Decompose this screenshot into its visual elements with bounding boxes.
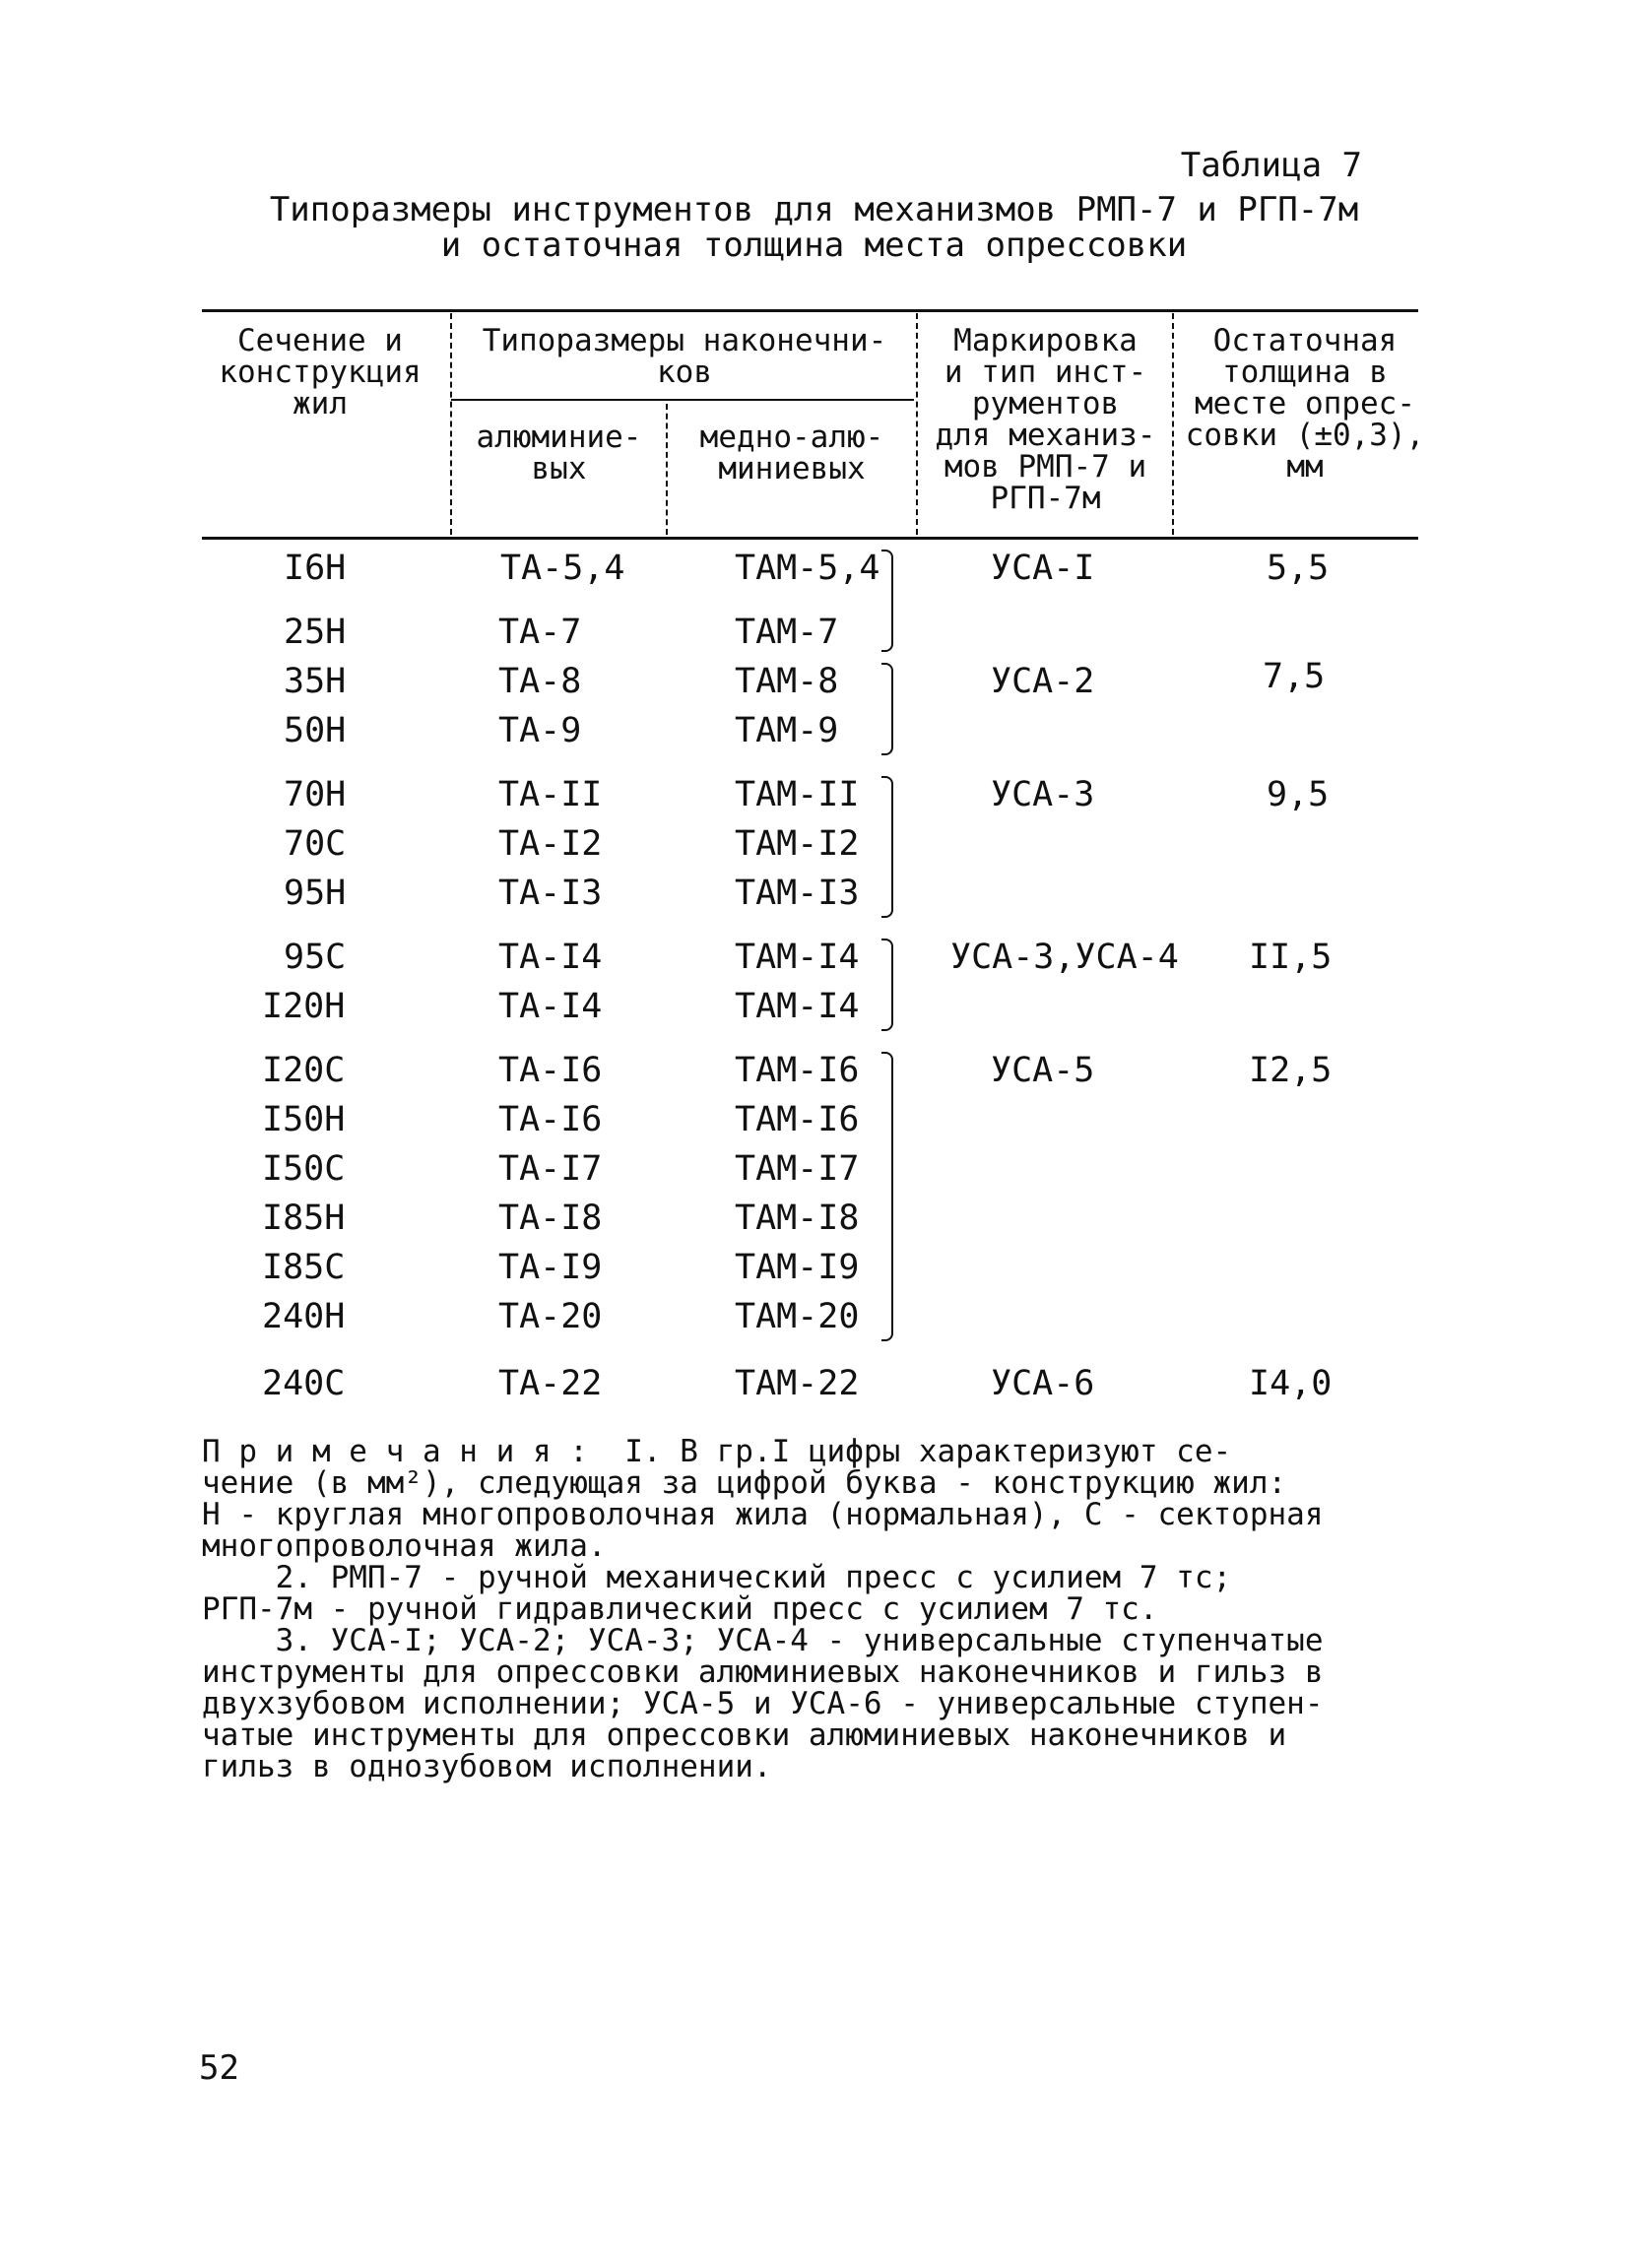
table-title-line-2: и остаточная толщина места опрессовки [440,226,1188,265]
group-5-thickness: I2,5 [1249,1051,1333,1090]
row-6-copper-aluminium: ТАМ-I2 [735,824,860,864]
column-divider-2 [666,404,668,535]
row-5-aluminium: ТА-II [498,775,603,814]
group-5-tool: УСА-5 [991,1051,1095,1090]
row-13-aluminium: ТА-I8 [498,1199,603,1238]
row-14-aluminium: ТА-I9 [498,1248,603,1287]
notes-line-2: чение (в мм²), следующая за цифрой буква - конструкцию жил: [202,1465,1287,1501]
group-brace-1 [881,550,893,652]
row-16-aluminium: ТА-22 [498,1364,603,1403]
notes-line-11: гильз в однозубовом исполнении. [202,1749,772,1784]
row-8-aluminium: ТА-I4 [498,938,603,977]
row-4-aluminium: ТА-9 [498,711,582,750]
row-6-aluminium: ТА-I2 [498,824,603,864]
group-brace-3 [881,776,893,918]
row-10-copper-aluminium: ТАМ-I6 [735,1051,860,1090]
row-15-aluminium: ТА-20 [498,1297,603,1336]
row-10-section: I20С [262,1051,346,1090]
row-7-copper-aluminium: ТАМ-I3 [735,874,860,913]
row-15-section: 240Н [262,1297,346,1336]
row-13-copper-aluminium: ТАМ-I8 [735,1199,860,1238]
header-bottom-rule [202,537,1418,540]
table-top-rule [202,309,1418,312]
row-2-copper-aluminium: ТАМ-7 [735,613,839,652]
header-tool-marking: Маркировка и тип инст- рументов для механиз- мов РМП-7 и РГП-7м [935,323,1156,516]
group-brace-4 [881,939,893,1031]
row-3-aluminium: ТА-8 [498,662,582,701]
header-aluminium: алюминие- вых [476,420,642,486]
group-1-tool: УСА-I [991,549,1095,588]
row-5-section: 70Н [284,775,347,814]
row-15-copper-aluminium: ТАМ-20 [735,1297,860,1336]
group-brace-5 [881,1052,893,1341]
row-2-section: 25Н [284,613,347,652]
notes-line-10: чатые инструменты для опрессовки алюминиевых наконечников и [202,1717,1287,1753]
row-14-section: I85С [262,1248,346,1287]
group-brace-2 [881,663,893,755]
row-1-copper-aluminium: ТАМ-5,4 [735,549,880,588]
column-divider-1 [450,313,452,535]
table-label: Таблица 7 [1180,146,1362,185]
row-3-copper-aluminium: ТАМ-8 [735,662,839,701]
row-16-copper-aluminium: ТАМ-22 [735,1364,860,1403]
row-6-section: 70С [284,824,347,864]
group-1-thickness: 5,5 [1267,549,1330,588]
row-3-section: 35Н [284,662,347,701]
notes-line-9: двухзубовом исполнении; УСА-5 и УСА-6 - универсальные ступен- [202,1686,1324,1721]
row-12-section: I50С [262,1149,346,1189]
row-10-aluminium: ТА-I6 [498,1051,603,1090]
row-11-aluminium: ТА-I6 [498,1100,603,1139]
group-2-tool: УСА-2 [991,662,1095,701]
row-13-section: I85Н [262,1199,346,1238]
page-number: 52 [199,2048,239,2088]
header-residual-thickness: Остаточная толщина в месте опрес- совки (±0,3), мм [1185,323,1425,485]
column-divider-3 [916,313,918,535]
group-6-thickness: I4,0 [1249,1364,1333,1403]
group-6-tool: УСА-6 [991,1364,1095,1403]
group-3-thickness: 9,5 [1267,775,1330,814]
notes-line-1: П р и м е ч а н и я : I. В гр.I цифры характеризуют се- [202,1434,1232,1469]
row-8-copper-aluminium: ТАМ-I4 [735,938,860,977]
row-9-copper-aluminium: ТАМ-I4 [735,987,860,1026]
notes-line-6: РГП-7м - ручной гидравлический пресс с усилием 7 тс. [202,1591,1158,1627]
subheader-rule [451,399,914,401]
notes-line-7: 3. УСА-I; УСА-2; УСА-3; УСА-4 - универсальные ступенчатые [202,1623,1324,1658]
row-8-section: 95С [284,938,347,977]
row-4-copper-aluminium: ТАМ-9 [735,711,839,750]
row-1-section: I6Н [284,549,347,588]
row-16-section: 240С [262,1364,346,1403]
group-4-tool: УСА-3,УСА-4 [950,938,1179,977]
row-7-aluminium: ТА-I3 [498,874,603,913]
row-12-aluminium: ТА-I7 [498,1149,603,1189]
row-7-section: 95Н [284,874,347,913]
header-lug-sizes: Типоразмеры наконечни- ков [482,323,887,390]
row-5-copper-aluminium: ТАМ-II [735,775,860,814]
row-11-section: I50Н [262,1100,346,1139]
notes-line-4: многопроволочная жила. [202,1528,607,1564]
notes-line-5: 2. РМП-7 - ручной механический пресс с усилием 7 тс; [202,1560,1232,1595]
row-2-aluminium: ТА-7 [498,613,582,652]
row-4-section: 50Н [284,711,347,750]
row-1-aluminium: ТА-5,4 [500,549,625,588]
group-4-thickness: II,5 [1249,938,1333,977]
header-copper-aluminium: медно-алю- миниевых [699,420,884,486]
row-11-copper-aluminium: ТАМ-I6 [735,1100,860,1139]
group-3-tool: УСА-3 [991,775,1095,814]
header-section: Сечение и конструкция жил [219,323,422,421]
row-9-aluminium: ТА-I4 [498,987,603,1026]
group-2-thickness: 7,5 [1263,657,1326,696]
column-divider-4 [1172,313,1174,535]
row-9-section: I20Н [262,987,346,1026]
notes-line-3: Н - круглая многопроволочная жила (нормальная), С - секторная [202,1497,1324,1532]
table-title-line-1: Типоразмеры инструментов для механизмов РМП-7 и РГП-7м [269,190,1359,229]
notes-line-8: инструменты для опрессовки алюминиевых наконечников и гильз в [202,1654,1324,1690]
row-12-copper-aluminium: ТАМ-I7 [735,1149,860,1189]
row-14-copper-aluminium: ТАМ-I9 [735,1248,860,1287]
